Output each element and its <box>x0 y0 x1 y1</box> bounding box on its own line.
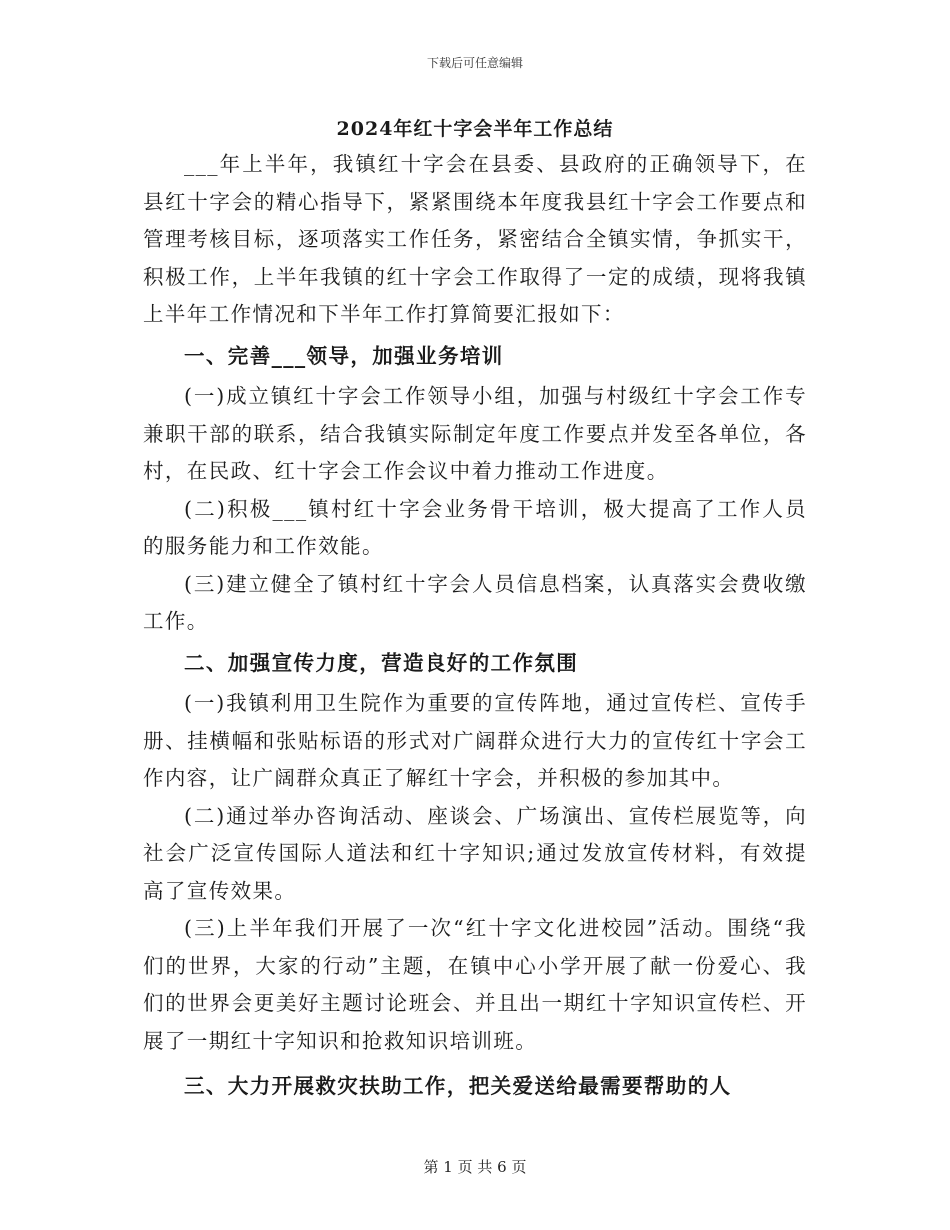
section-2-paragraph-2: (二)通过举办咨询活动、座谈会、广场演出、宣传栏展览等，向社会广泛宣传国际人道法和红十字知识;通过发放宣传材料，有效提高了宣传效果。 <box>143 803 807 903</box>
section-heading-3: 三、大力开展救灾扶助工作，把关爱送给最需要帮助的人 <box>184 1074 732 1098</box>
header-note: 下载后可任意编辑 <box>426 56 523 70</box>
section-heading-1: 一、完善___领导，加强业务培训 <box>184 343 504 368</box>
section-1-paragraph-2: (二)积极___镇村红十字会业务骨干培训，极大提高了工作人员的服务能力和工作效能。 <box>143 496 807 558</box>
intro-paragraph: ___年上半年，我镇红十字会在县委、县政府的正确领导下，在县红十字会的精心指导下，紧紧围绕本年度我县红十字会工作要点和管理考核目标，逐项落实工作任务，紧密结合全镇实情，争抓实干，积极工作，上半年我镇的红十字会工作取得了一定的成绩，现将我镇上半年工作情况和下半年工作打算简要汇报如下： <box>143 152 807 326</box>
section-1-paragraph-3: (三)建立健全了镇村红十字会人员信息档案，认真落实会费收缴工作。 <box>143 571 807 633</box>
section-2-paragraph-3: (三)上半年我们开展了一次“红十字文化进校园”活动。围绕“我们的世界，大家的行动”主题，在镇中心小学开展了献一份爱心、我们的世界会更美好主题讨论班会、并且出一期红十字知识宣传栏、开展了一期红十字知识和抢救知识培训班。 <box>143 916 807 1053</box>
section-heading-2: 二、加强宣传力度，营造良好的工作氛围 <box>184 650 579 675</box>
section-2-paragraph-1: (一)我镇利用卫生院作为重要的宣传阵地，通过宣传栏、宣传手册、挂横幅和张贴标语的形式对广阔群众进行大力的宣传红十字会工作内容，让广阔群众真正了解红十字会，并积极的参加其中。 <box>143 691 807 790</box>
page-footer: 第 1 页 共 6 页 <box>423 1158 527 1176</box>
document-body <box>143 146 807 1109</box>
document-title: 2024年红十字会半年工作总结 <box>336 118 614 140</box>
section-1-paragraph-1: (一)成立镇红十字会工作领导小组，加强与村级红十字会工作专兼职干部的联系，结合我镇实际制定年度工作要点并发至各单位，各村，在民政、红十字会工作会议中着力推动工作进度。 <box>143 384 807 483</box>
